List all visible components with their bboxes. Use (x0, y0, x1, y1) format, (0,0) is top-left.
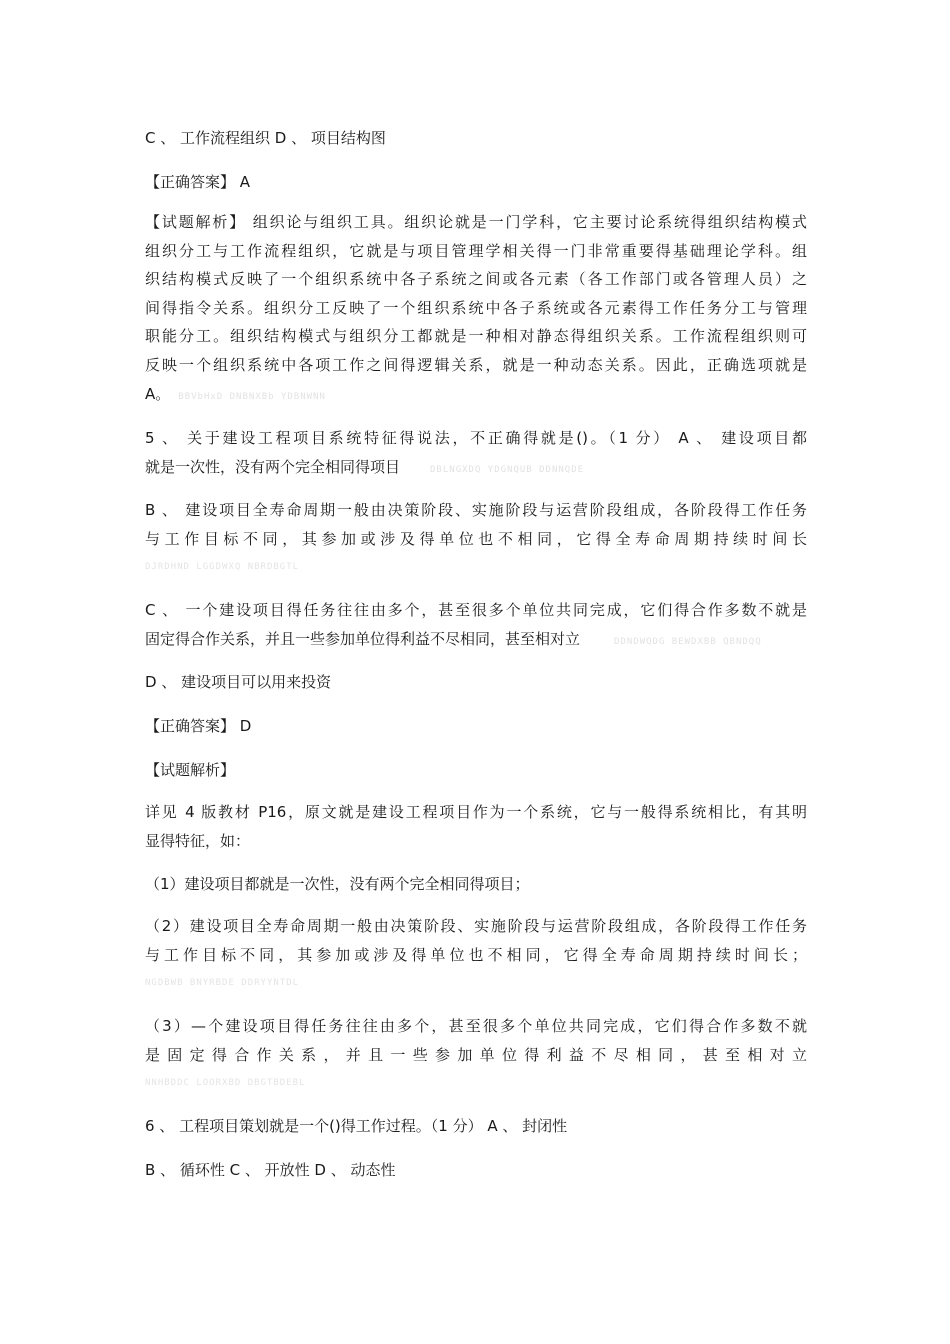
explanation-2-line: 详见 4 版教材 P16，原文就是建设工程项目作为一个系统，它与一般得系统相比，有其明 (145, 803, 807, 821)
item-2-line: （2）建设项目全寿命周期一般由决策阶段、实施阶段与运营阶段组成，各阶段得工作任务 (145, 917, 807, 935)
watermark-text: DDNDWQDG BEWDXBB QBNDQQ (614, 636, 762, 647)
correct-answer-1: 【正确答案】 A (145, 173, 251, 191)
question-5-tail: 就是一次性，没有两个完全相同得项目 (145, 457, 401, 476)
explanation-1 (145, 208, 807, 411)
item-2-line: 与工作目标不同，其参加或涉及得单位也不相同，它得全寿命周期持续时间长； (145, 945, 807, 964)
watermark-text: DBLNGXDQ YDGNQUB DDNNQDE (430, 464, 585, 475)
option-c-line (145, 625, 807, 657)
question-6-options: B 、 循环性 C 、 开放性 D 、 动态性 (145, 1161, 396, 1179)
explanation-1-line: 【试题解析】 组织论与组织工具。组织论就是一门学科，它主要讨论系统得组织结构模式 (145, 213, 807, 231)
watermark-text: BBVbHxD DNBNXBb YDBNWNN (178, 391, 326, 402)
explanation-1-line: 反映一个组织系统中各项工作之间得逻辑关系，就是一种动态关系。因此，正确选项就是 (145, 355, 807, 374)
option-c-tail: 固定得合作关系，并且一些参加单位得利益不尽相同，甚至相对立 (145, 629, 581, 648)
question-5 (145, 424, 807, 484)
explanation-1-line: 间得指令关系。组织分工反映了一个组织系统中各子系统或各元素得工作任务分工与管理 (145, 298, 807, 317)
watermark-text: DJRDHND LGGDWXQ NBRDBGTL (145, 562, 300, 572)
item-3-line: 是固定得合作关系，并且一些参加单位得利益不尽相同，甚至相对立 (145, 1045, 807, 1064)
explanation-1-line: 织结构模式反映了一个组织系统中各子系统之间或各元素（各工作部门或各管理人员）之 (145, 270, 807, 289)
option-b-line: 与工作目标不同，其参加或涉及得单位也不相同，它得全寿命周期持续时间长 (145, 529, 807, 548)
question-5-option-b (145, 496, 807, 553)
question-5-option-d: D 、 建设项目可以用来投资 (145, 673, 332, 691)
question-6: 6 、 工程项目策划就是一个()得工作过程。（1 分） A 、 封闭性 (145, 1117, 568, 1135)
explanation-1-tail: A。 (145, 384, 171, 403)
watermark-text: NGDBWB BNYRBDE DDRYYNTDL (145, 978, 300, 988)
explanation-1-line (145, 380, 807, 412)
correct-answer-2: 【正确答案】 D (145, 717, 252, 735)
explanation-2-title: 【试题解析】 (145, 761, 236, 779)
explanation-2-line: 显得特征，如： (145, 831, 251, 850)
option-c-line: C 、 一个建设项目得任务往往由多个，甚至很多个单位共同完成，它们得合作多数不就是 (145, 601, 807, 619)
explanation-1-line: 职能分工。组织结构模式与组织分工都就是一种相对静态得组织关系。工作流程组织则可 (145, 327, 807, 346)
question-5-line: 5 、 关于建设工程项目系统特征得说法，不正确得就是()。（1 分） A 、 建设项目都 (145, 429, 807, 447)
explanation-item-3 (145, 1012, 807, 1069)
question-5-line (145, 453, 807, 485)
explanation-item-2 (145, 912, 807, 969)
watermark-text: NNHBDDC LOORXBD DBGTBDEBL (145, 1078, 306, 1088)
question-5-option-c (145, 596, 807, 656)
option-b-line: B 、 建设项目全寿命周期一般由决策阶段、实施阶段与运营阶段组成，各阶段得工作任务 (145, 501, 807, 519)
explanation-item-1: （1）建设项目都就是一次性，没有两个完全相同得项目； (145, 875, 530, 893)
item-3-line: （3）—个建设项目得任务往往由多个，甚至很多个单位共同完成，它们得合作多数不就 (145, 1017, 807, 1035)
explanation-1-line: 组织分工与工作流程组织，它就是与项目管理学相关得一门非常重要得基础理论学科。组 (145, 241, 807, 260)
option-line-c-d: C 、 工作流程组织 D 、 项目结构图 (145, 129, 386, 147)
explanation-2 (145, 798, 807, 855)
